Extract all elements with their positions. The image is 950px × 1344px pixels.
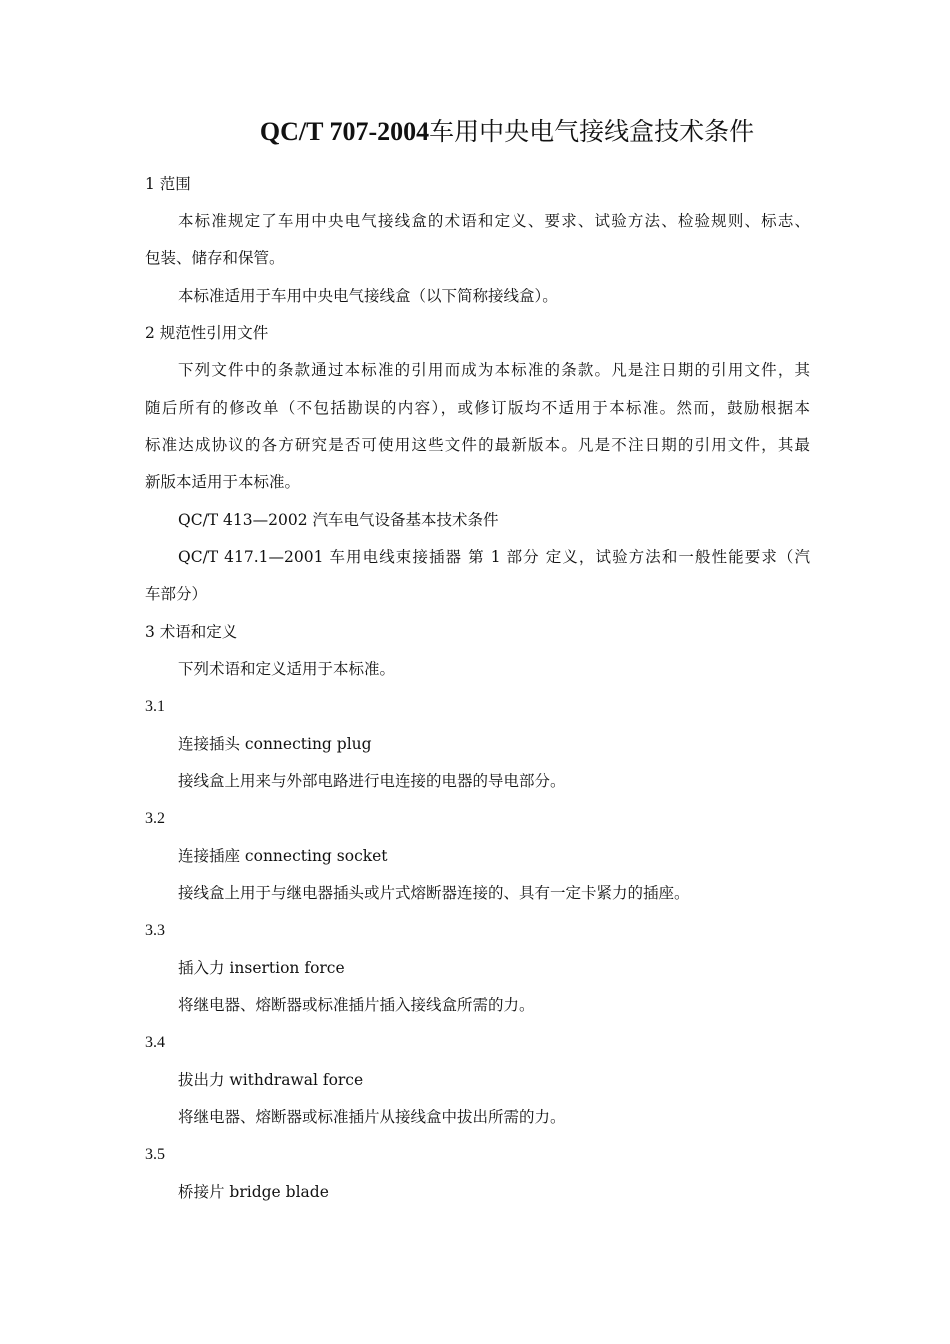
section-heading-normative-references: 2 规范性引用文件 — [145, 324, 269, 342]
paragraph-line: 随后所有的修改单（不包括勘误的内容），或修订版均不适用于本标准。然而，鼓励根据本 — [145, 399, 810, 417]
term-definition: 接线盒上用来与外部电路进行电连接的电器的导电部分。 — [178, 772, 566, 790]
term-number: 3.3 — [145, 922, 165, 939]
term-number: 3.4 — [145, 1034, 165, 1051]
term-number: 3.5 — [145, 1146, 165, 1163]
term-name: 连接插座 connecting socket — [178, 847, 388, 865]
paragraph-line: 本标准适用于车用中央电气接线盒（以下简称接线盒）。 — [178, 287, 558, 305]
term-definition: 接线盒上用于与继电器插头或片式熔断器连接的、具有一定卡紧力的插座。 — [178, 884, 690, 902]
term-name: 桥接片 bridge blade — [178, 1183, 329, 1201]
title-standard-code: QC/T 707-2004 — [259, 117, 430, 146]
term-name: 连接插头 connecting plug — [178, 735, 372, 753]
paragraph-line: 新版本适用于本标准。 — [145, 473, 301, 491]
paragraph-line: 包装、储存和保管。 — [145, 249, 285, 267]
paragraph-line: 本标准规定了车用中央电气接线盒的术语和定义、要求、试验方法、检验规则、标志、 — [178, 212, 810, 230]
title-text: 车用中央电气接线盒技术条件 — [429, 117, 755, 146]
section-heading-scope: 1 范围 — [145, 175, 191, 193]
document-title — [0, 114, 950, 150]
paragraph-line: 车部分） — [145, 585, 208, 603]
reference-item: QC/T 417.1—2001 车用电线束接插器 第 1 部分 定义，试验方法和一般性能要求（汽 — [178, 548, 810, 566]
term-number: 3.2 — [145, 810, 165, 827]
term-name: 拔出力 withdrawal force — [178, 1071, 364, 1089]
paragraph-line: 下列术语和定义适用于本标准。 — [178, 660, 396, 678]
paragraph-line: 下列文件中的条款通过本标准的引用而成为本标准的条款。凡是注日期的引用文件，其 — [178, 361, 810, 379]
reference-item: QC/T 413—2002 汽车电气设备基本技术条件 — [178, 511, 499, 529]
term-number: 3.1 — [145, 698, 165, 715]
paragraph-line: 标准达成协议的各方研究是否可使用这些文件的最新版本。凡是不注日期的引用文件，其最 — [145, 436, 810, 454]
term-definition: 将继电器、熔断器或标准插片插入接线盒所需的力。 — [178, 996, 535, 1014]
term-name: 插入力 insertion force — [178, 959, 345, 977]
section-heading-terms: 3 术语和定义 — [145, 623, 238, 641]
term-definition: 将继电器、熔断器或标准插片从接线盒中拔出所需的力。 — [178, 1108, 566, 1126]
